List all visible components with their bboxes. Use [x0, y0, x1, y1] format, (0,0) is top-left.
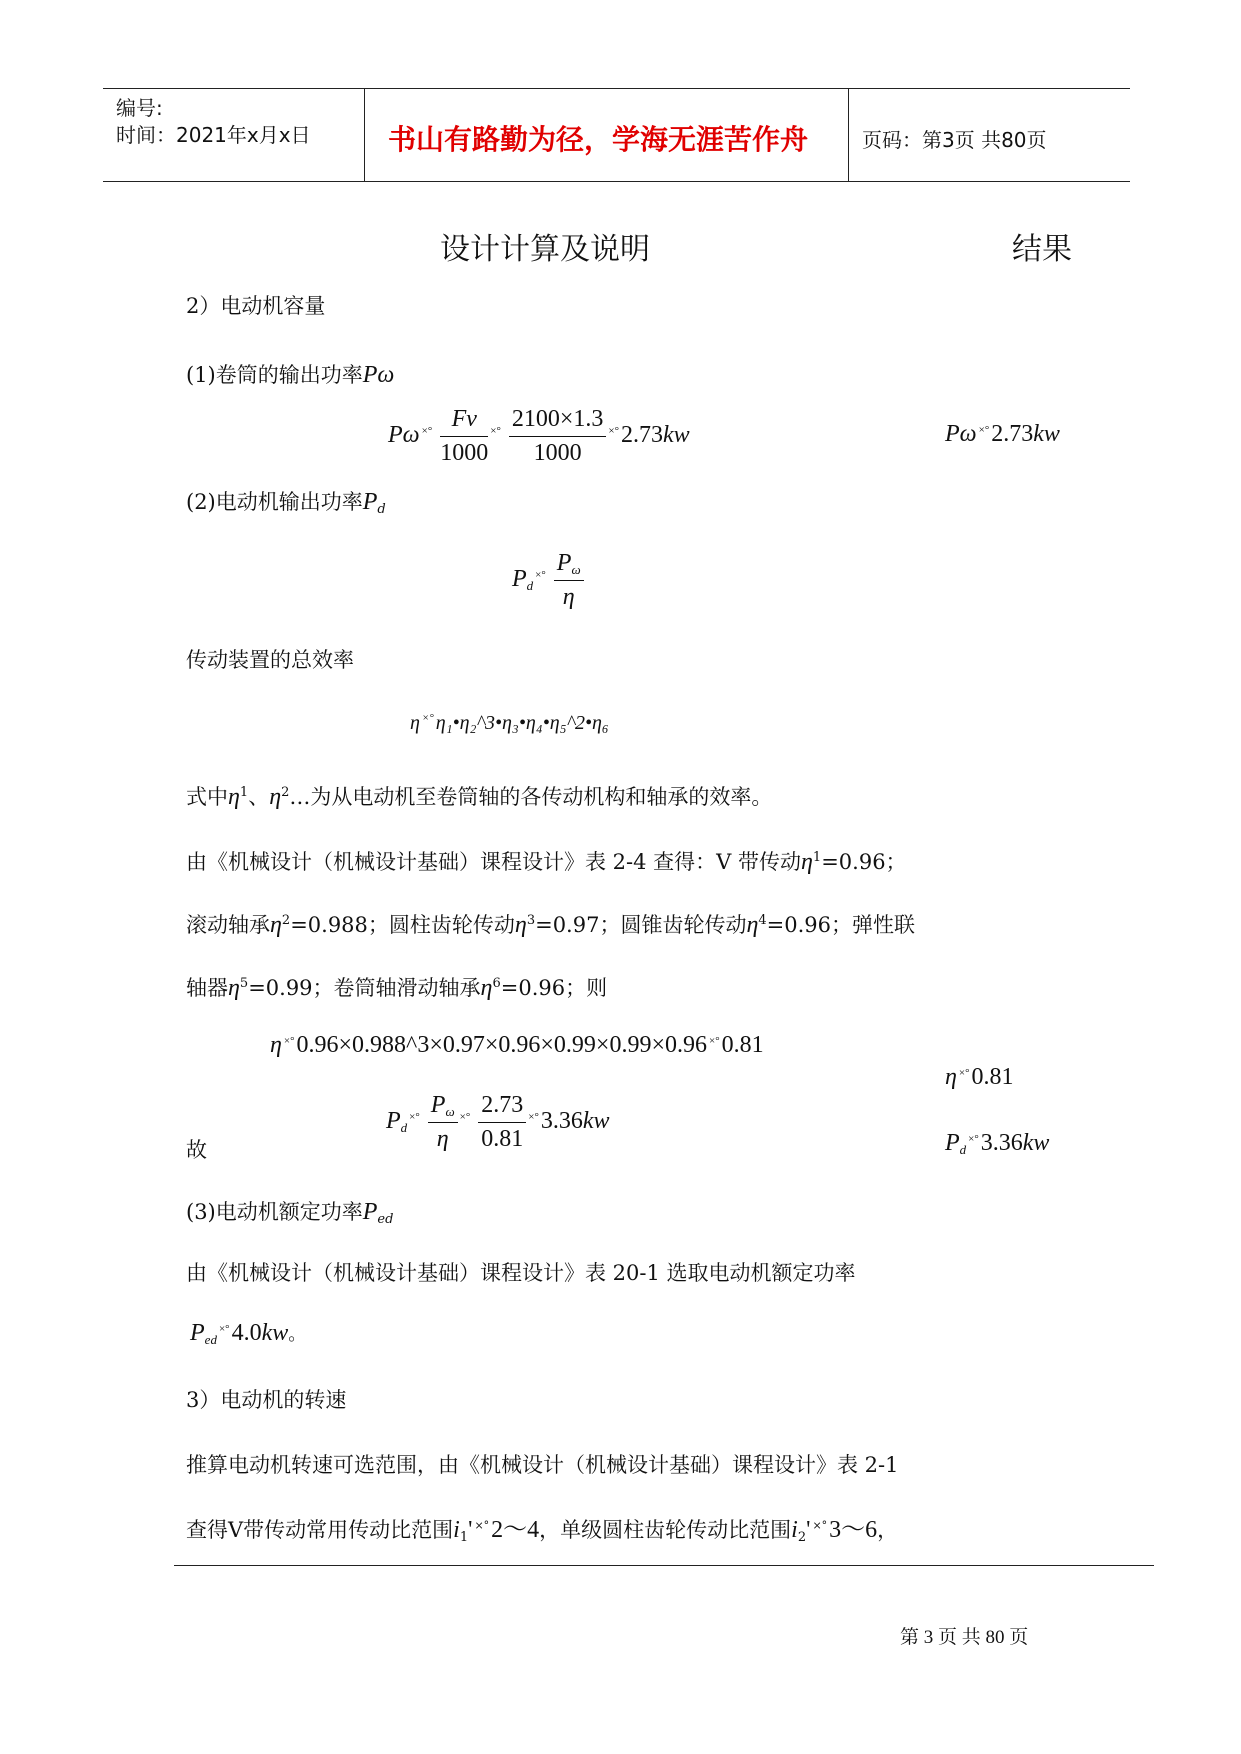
- result-eta: η ×°0.81: [945, 1064, 1014, 1090]
- symbol-P: P: [362, 362, 378, 388]
- result-pd: Pd×°3.36kw: [945, 1130, 1050, 1157]
- output-power-heading: [186, 363, 394, 387]
- reference-line-4: 由《机械设计（机械设计基础）课程设计》表 20-1 选取电动机额定功率: [186, 1261, 856, 1285]
- pd-formula: Pd×° $\frac{P\omega}{\eta}$: [512, 550, 584, 611]
- output-power-label: (1)卷筒的输出功率: [186, 363, 363, 387]
- header-bottom-rule: [103, 181, 1130, 182]
- motor-output-heading: (2)电动机输出功率Pd: [186, 489, 386, 517]
- motto: 书山有路勤为径，学海无涯苦作舟: [388, 123, 809, 156]
- eta-numeric-formula: η ×°0.96×0.988^3×0.97×0.96×0.99×0.99×0.96 ×°0.81: [270, 1032, 764, 1058]
- fraction-fv: $\frac{Fv}{1000}$: [440, 406, 489, 466]
- section-2-title: 2）电动机容量: [186, 294, 326, 318]
- symbol-omega: ω: [377, 362, 395, 388]
- fraction-2100: $\frac{2100\times 1.3}{1000}$: [509, 406, 607, 467]
- footer-page-number: 第 3 页 共 80 页: [900, 1627, 1029, 1648]
- page-code: 页码：第3页 共80页: [862, 128, 1047, 152]
- reference-line-2: 滚动轴承$\eta^2=0.988$；圆柱齿轮传动$\eta^3=0.97$；圆锥齿轮传动$\eta^4=0.96$；弹性联: [186, 912, 915, 938]
- rated-power-heading: (3)电动机额定功率Ped: [186, 1199, 394, 1227]
- fraction-273-081: $\frac{2.73}{0.81}$: [478, 1092, 526, 1153]
- ped-value: Ped×°4.0kw。: [190, 1320, 307, 1347]
- therefore-label: 故: [186, 1138, 207, 1162]
- header-divider-left: [364, 88, 365, 182]
- drive-efficiency-heading: 传动装置的总效率: [186, 648, 354, 672]
- header-divider-right: [848, 88, 849, 182]
- serial-label: 编号:: [116, 96, 163, 120]
- column-title-left: 设计计算及说明: [440, 232, 650, 267]
- where-line: 式中$\eta^1$、$\eta^2\dots$为从电动机至卷筒轴的各传动机构和轴承的效率。: [186, 784, 773, 810]
- speed-paragraph-2: 查得V带传动常用传动比范围i1' ×°2～4，单级圆柱齿轮传动比范围i2' ×°3～6，: [186, 1517, 899, 1545]
- footer-rule: [174, 1565, 1154, 1566]
- column-title-right: 结果: [1012, 232, 1072, 267]
- header-top-rule: [103, 88, 1130, 89]
- eta-chain-formula: η ×° η₁•η₂^3•η₃•η₄•η₅^2•η₆: [410, 712, 609, 734]
- result-pw: Pω ×°2.73kw: [945, 421, 1060, 447]
- time-label: 时间：2021年x月x日: [116, 123, 311, 147]
- fraction-pw-eta-2: $\frac{P\omega}{\eta}$: [428, 1092, 458, 1153]
- section-3-title: 3）电动机的转速: [186, 1388, 347, 1412]
- reference-line-3: 轴器$\eta^5=0.99$；卷筒轴滑动轴承$\eta^6=0.96$；则: [186, 975, 608, 1001]
- pw-formula: Pω ×° $\frac{Fv}{1000}$ ×° $\frac{2100\times 1.3}{1000}$ ×°2.73kw: [388, 406, 690, 466]
- pd-computation: Pd×° $\frac{P\omega}{\eta}$ ×° $\frac{2.73}{0.81}$ ×°3.36kw: [386, 1092, 610, 1152]
- fraction-pw-eta: $\frac{P\omega}{\eta}$: [554, 550, 584, 611]
- reference-line-1: 由《机械设计（机械设计基础）课程设计》表 2-4 查得：V 带传动$\eta^1=0.96$；: [186, 849, 907, 875]
- speed-paragraph-1: 推算电动机转速可选范围，由《机械设计（机械设计基础）课程设计》表 2-1: [186, 1453, 899, 1477]
